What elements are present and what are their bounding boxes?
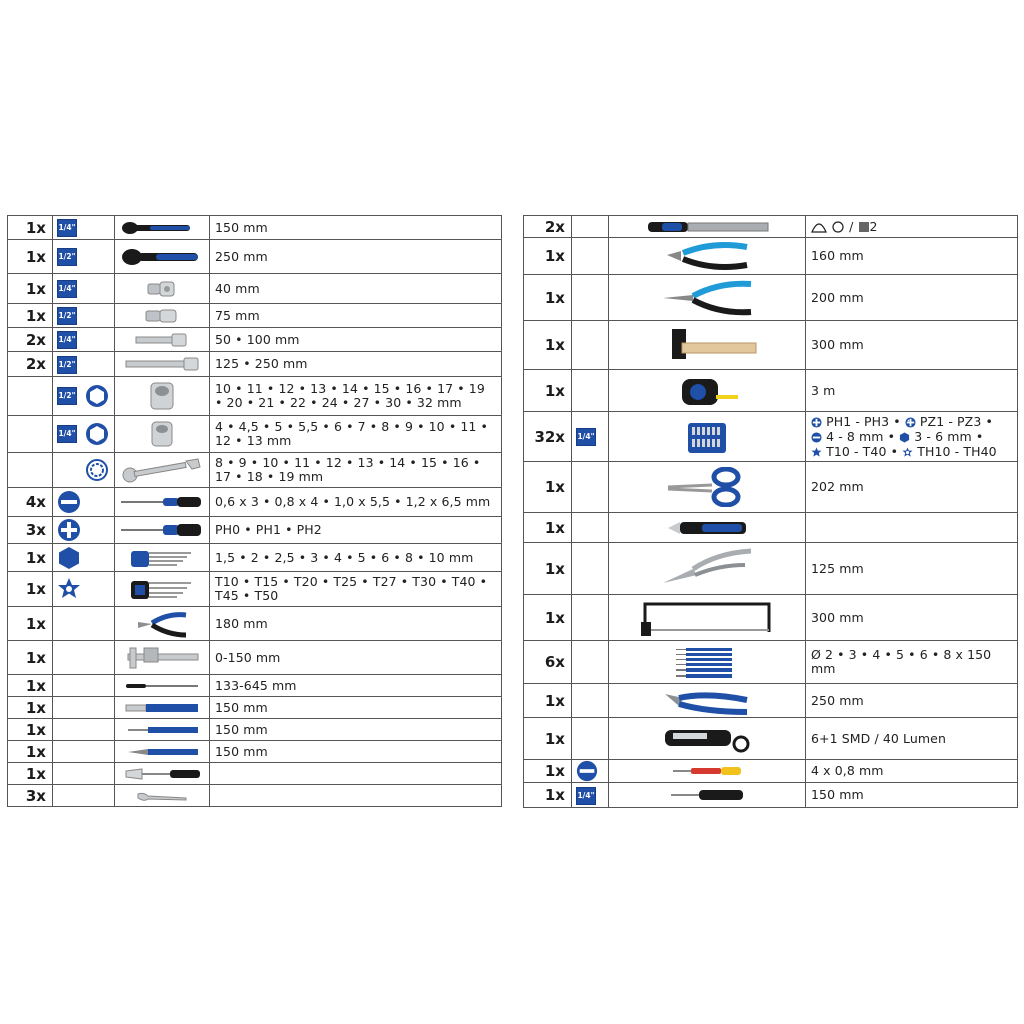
- table-row: [8, 741, 502, 763]
- punch-set-icon: [609, 641, 806, 684]
- spec: 150 mm: [210, 697, 502, 719]
- spec: 6+1 SMD / 40 Lumen: [806, 718, 1018, 760]
- center-punch-icon: [115, 741, 210, 763]
- tire-lever-icon: [115, 785, 210, 807]
- table-row: [524, 238, 1018, 275]
- combination-wrench-icon: [115, 453, 210, 488]
- table-row: [524, 321, 1018, 370]
- voltage-tester-icon: [609, 760, 806, 783]
- hex-key-set-icon: [115, 544, 210, 572]
- twelve-point-icon: [85, 458, 109, 482]
- spec: 0-150 mm: [210, 641, 502, 675]
- hammer-icon: [609, 321, 806, 370]
- spec: 150 mm: [210, 741, 502, 763]
- locking-pliers-icon: [609, 543, 806, 595]
- table-row: [8, 572, 502, 607]
- table-row: [524, 412, 1018, 462]
- universal-joint-icon: [115, 274, 210, 304]
- quantity: 1x: [8, 763, 53, 785]
- long-nose-pliers-icon: [609, 275, 806, 321]
- table-row: [8, 377, 502, 416]
- spec: 2: [869, 218, 878, 234]
- socket-icon: [115, 416, 210, 453]
- table-row: [524, 543, 1018, 595]
- file-icon: [609, 216, 806, 238]
- slotted-icon: [811, 432, 822, 443]
- quantity: 1x: [524, 321, 572, 370]
- led-worklight-icon: [609, 718, 806, 760]
- diagonal-cutter-icon: [609, 238, 806, 275]
- magnetic-pickup-icon: [115, 675, 210, 697]
- spec: 1,5 • 2 • 2,5 • 3 • 4 • 5 • 6 • 8 • 10 mm: [210, 544, 502, 572]
- spec: [806, 513, 1018, 543]
- screwdriver-icon: [115, 517, 210, 544]
- table-row: [8, 517, 502, 544]
- scissors-icon: [609, 462, 806, 513]
- torx-tamper-icon: [902, 447, 913, 458]
- spec: 4 x 0,8 mm: [806, 760, 1018, 783]
- slotted-screwdriver-icon: [57, 490, 81, 514]
- table-row: [8, 675, 502, 697]
- scraper-icon: [115, 763, 210, 785]
- drive-size-badge: 1/2": [57, 356, 77, 374]
- spec: 150 mm: [806, 783, 1018, 808]
- quantity: 1x: [524, 543, 572, 595]
- spec: 202 mm: [806, 462, 1018, 513]
- quantity: 1x: [8, 741, 53, 763]
- spec: 160 mm: [806, 238, 1018, 275]
- table-row: [524, 595, 1018, 641]
- hexagon-socket-icon: [85, 422, 109, 446]
- spec: 125 • 250 mm: [210, 352, 502, 377]
- quantity: [8, 416, 53, 453]
- quantity: 1x: [524, 275, 572, 321]
- quantity: 1x: [8, 240, 53, 274]
- phillips-screwdriver-icon: [57, 518, 81, 542]
- spec: 75 mm: [210, 304, 502, 328]
- pozidriv-icon: [905, 417, 916, 428]
- spec: 40 mm: [210, 274, 502, 304]
- quantity: 1x: [524, 718, 572, 760]
- extension-bar-icon: [115, 328, 210, 352]
- spec: 125 mm: [806, 543, 1018, 595]
- table-row: [8, 416, 502, 453]
- quantity: 1x: [8, 719, 53, 741]
- table-row: [8, 304, 502, 328]
- spec: 4 • 4,5 • 5 • 5,5 • 6 • 7 • 8 • 9 • 10 • 11 • 12 • 13 mm: [210, 416, 502, 453]
- table-row: [8, 488, 502, 517]
- right-tool-table: [523, 215, 1018, 808]
- drive-size-badge: 1/4": [57, 425, 77, 443]
- quantity: 1x: [8, 274, 53, 304]
- extension-bar-icon: [115, 352, 210, 377]
- slash-separator: /: [849, 218, 854, 234]
- drive-size-badge: 1/2": [57, 307, 77, 325]
- spec: 300 mm: [806, 595, 1018, 641]
- bit-set-icon: [609, 412, 806, 462]
- quantity: 1x: [8, 607, 53, 641]
- quantity: 2x: [8, 328, 53, 352]
- quantity: 3x: [8, 517, 53, 544]
- hex-key-icon: [57, 546, 81, 570]
- spec: 0,6 x 3 • 0,8 x 4 • 1,0 x 5,5 • 1,2 x 6,5 mm: [210, 488, 502, 517]
- table-row: [524, 718, 1018, 760]
- spec: 200 mm: [806, 275, 1018, 321]
- drive-size-badge: 1/4": [57, 219, 77, 237]
- vernier-caliper-icon: [115, 641, 210, 675]
- table-row: [524, 370, 1018, 412]
- hex-icon: [899, 432, 910, 443]
- quantity: 2x: [8, 352, 53, 377]
- spec: 133-645 mm: [210, 675, 502, 697]
- drive-cell: [53, 216, 115, 240]
- phillips-icon: [811, 417, 822, 428]
- spec: 10 • 11 • 12 • 13 • 14 • 15 • 16 • 17 • 19 • 20 • 21 • 22 • 24 • 27 • 30 • 32 mm: [210, 377, 502, 416]
- square-icon: [858, 221, 870, 233]
- table-row: [524, 462, 1018, 513]
- spec: 150 mm: [210, 719, 502, 741]
- table-row: [8, 544, 502, 572]
- quantity: 1x: [8, 675, 53, 697]
- quantity: 1x: [8, 697, 53, 719]
- hexagon-socket-icon: [85, 384, 109, 408]
- table-row: [8, 641, 502, 675]
- half-round-icon: [811, 223, 827, 233]
- hacksaw-icon: [609, 595, 806, 641]
- quantity: 1x: [524, 595, 572, 641]
- screwdriver-icon: [115, 488, 210, 517]
- quantity: 1x: [8, 641, 53, 675]
- drive-size-badge: 1/2": [57, 248, 77, 266]
- drive-size-badge: 1/4": [576, 787, 596, 805]
- table-row: [524, 760, 1018, 783]
- quantity: 6x: [524, 641, 572, 684]
- quantity: 4x: [8, 488, 53, 517]
- ratchet-quarter-icon: [115, 216, 210, 240]
- slotted-icon: [576, 760, 598, 782]
- bit-driver-icon: [609, 783, 806, 808]
- spec: [210, 763, 502, 785]
- torx-icon: [811, 447, 822, 458]
- table-row: [8, 785, 502, 807]
- tape-measure-icon: [609, 370, 806, 412]
- left-tool-table: [7, 215, 502, 807]
- drive-size-badge: 1/2": [57, 387, 77, 405]
- table-row: [8, 763, 502, 785]
- table-row: [524, 275, 1018, 321]
- drive-size-badge: 1/4": [57, 331, 77, 349]
- quantity: 3x: [8, 785, 53, 807]
- quantity: 1x: [8, 216, 53, 240]
- quantity: 1x: [524, 462, 572, 513]
- table-row: [8, 607, 502, 641]
- quantity: 1x: [524, 760, 572, 783]
- quantity: 1x: [8, 304, 53, 328]
- table-row: [8, 216, 502, 240]
- ratchet-half-icon: [115, 240, 210, 274]
- torx-icon: [57, 577, 81, 601]
- table-row: [524, 783, 1018, 808]
- combination-pliers-icon: [115, 607, 210, 641]
- table-row: [8, 719, 502, 741]
- flat-chisel-icon: [115, 697, 210, 719]
- quantity: 1x: [524, 513, 572, 543]
- quantity: [8, 453, 53, 488]
- spec: 180 mm: [210, 607, 502, 641]
- spec: 150 mm: [210, 216, 502, 240]
- utility-knife-icon: [609, 513, 806, 543]
- quantity: 1x: [8, 572, 53, 607]
- spec: T10 • T15 • T20 • T25 • T27 • T30 • T40 • T45 • T50: [210, 572, 502, 607]
- spec: PH0 • PH1 • PH2: [210, 517, 502, 544]
- table-row: [8, 697, 502, 719]
- spec: 8 • 9 • 10 • 11 • 12 • 13 • 14 • 15 • 16 • 17 • 18 • 19 mm: [210, 453, 502, 488]
- quantity: 2x: [524, 216, 572, 238]
- spec: [210, 785, 502, 807]
- socket-icon: [115, 377, 210, 416]
- quantity: 32x: [524, 412, 572, 462]
- table-row: [524, 216, 1018, 238]
- spec: 250 mm: [806, 684, 1018, 718]
- spec: 50 • 100 mm: [210, 328, 502, 352]
- spec: Ø 2 • 3 • 4 • 5 • 6 • 8 x 150 mm: [806, 641, 1018, 684]
- round-icon: [831, 221, 845, 233]
- torx-key-set-icon: [115, 572, 210, 607]
- spec: 300 mm: [806, 321, 1018, 370]
- universal-joint-icon: [115, 304, 210, 328]
- drive-size-badge: 1/4": [576, 428, 596, 446]
- quantity: 1x: [524, 783, 572, 808]
- spec: 250 mm: [210, 240, 502, 274]
- table-row: [524, 641, 1018, 684]
- quantity: 1x: [524, 370, 572, 412]
- table-row: [8, 240, 502, 274]
- table-row: [8, 328, 502, 352]
- pin-punch-icon: [115, 719, 210, 741]
- spec: 3 m: [806, 370, 1018, 412]
- quantity: [8, 377, 53, 416]
- quantity: 1x: [524, 684, 572, 718]
- bit-list: PH1 - PH3 • PZ1 - PZ3 • 4 - 8 mm • 3 - 6 mm • T10 - T40 • TH10 - TH40: [806, 412, 1018, 462]
- table-row: [524, 684, 1018, 718]
- table-row: [8, 453, 502, 488]
- table-row: [8, 352, 502, 377]
- quantity: 1x: [524, 238, 572, 275]
- quantity: 1x: [8, 544, 53, 572]
- file-profiles: [806, 216, 1018, 238]
- table-row: [8, 274, 502, 304]
- water-pump-pliers-icon: [609, 684, 806, 718]
- drive-size-badge: 1/4": [57, 280, 77, 298]
- table-row: [524, 513, 1018, 543]
